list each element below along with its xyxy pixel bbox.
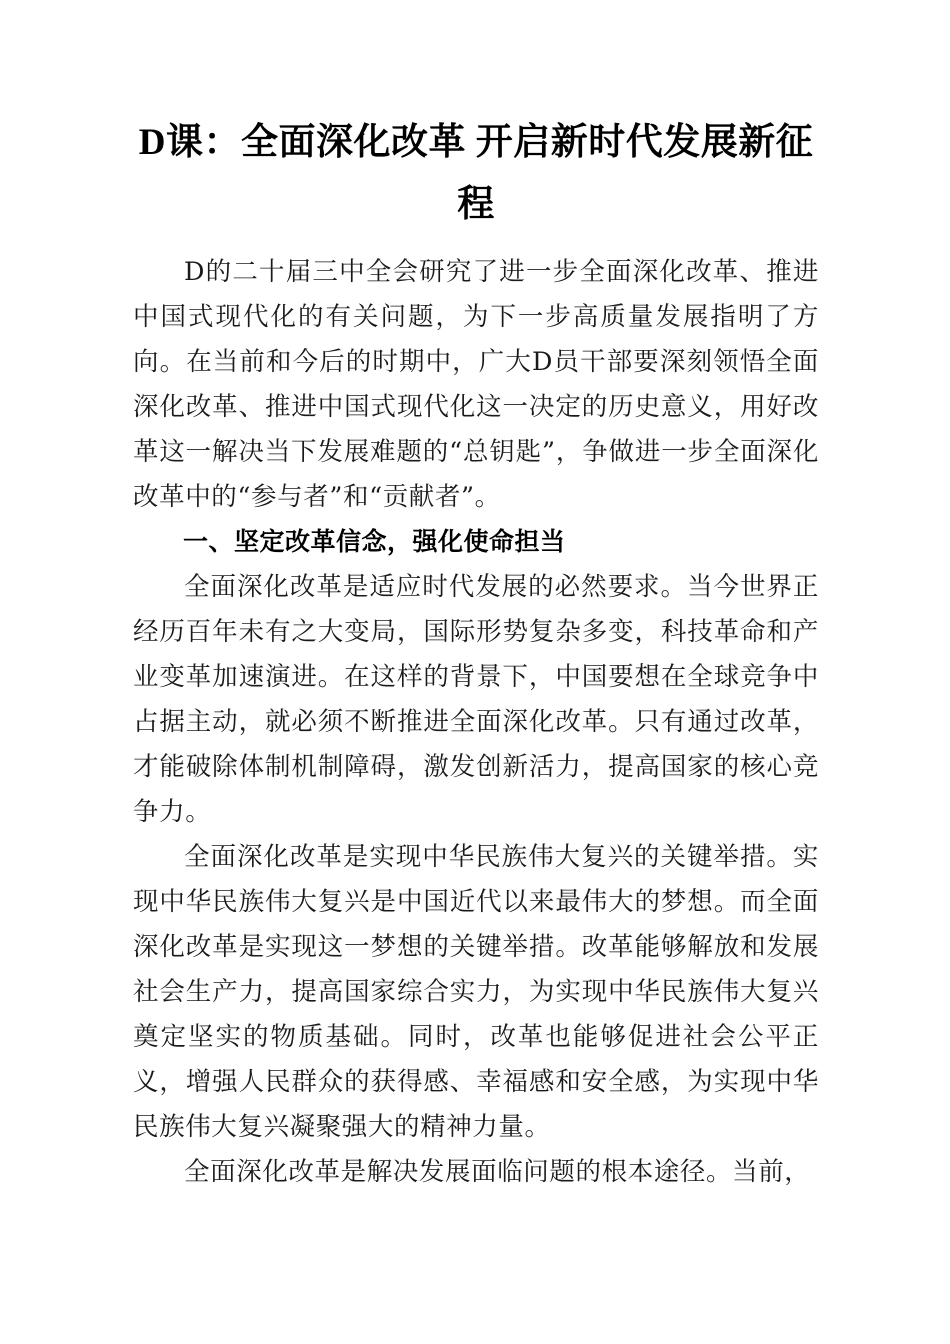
document-content	[133, 0, 819, 1195]
paragraph: 全面深化改革是解决发展面临问题的根本途径。当前，	[184, 1157, 811, 1187]
paragraph: 全面深化改革是适应时代发展的必然要求。当今世界正经历百年未有之大变局，国际形势复杂多变，科技革命和产业变革加速演进。在这样的背景下，中国要想在全球竞争中占据主动，就必须不断推进全面深化改革。只有通过改革，才能破除体制机制障碍，激发创新活力，提高国家的核心竞争力。	[133, 572, 819, 827]
title-block	[133, 0, 819, 236]
paragraph: D的二十届三中全会研究了进一步全面深化改革、推进中国式现代化的有关问题，为下一步高质量发展指明了方向。在当前和今后的时期中，广大D员干部要深刻领悟全面深化改革、推进中国式现代化这一决定的历史意义，用好改革这一解决当下发展难题的“总钥匙”，争做进一步全面深化改革中的“参与者”和“贡献者”。	[133, 257, 819, 512]
body-blocks	[133, 250, 819, 1195]
paragraph: 全面深化改革是实现中华民族伟大复兴的关键举措。实现中华民族伟大复兴是中国近代以来最伟大的梦想。而全面深化改革是实现这一梦想的关键举措。改革能够解放和发展社会生产力，提高国家综合实力，为实现中华民族伟大复兴奠定坚实的物质基础。同时，改革也能够促进社会公平正义，增强人民群众的获得感、幸福感和安全感，为实现中华民族伟大复兴凝聚强大的精神力量。	[133, 842, 819, 1142]
page-title: D课：全面深化改革 开启新时代发展新征程	[138, 122, 814, 225]
section-heading: 一、坚定改革信念，强化使命担当	[183, 528, 566, 556]
